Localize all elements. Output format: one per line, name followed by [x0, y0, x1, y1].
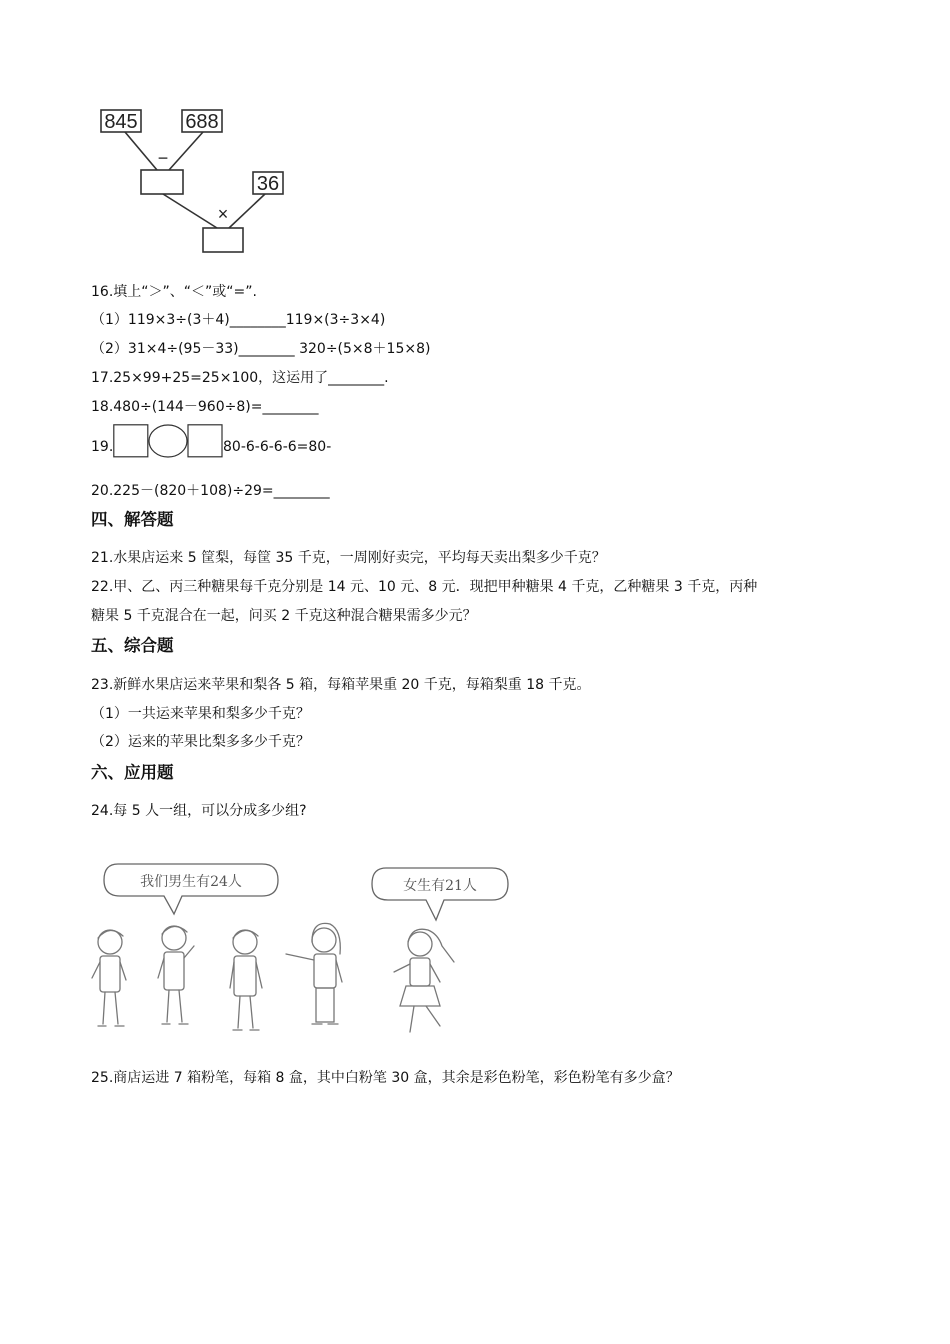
q16-part2: （2）31×4÷(95－33)________ 320÷(5×8＋15×8): [91, 341, 431, 357]
boy-1-figure: [92, 930, 126, 1026]
girl-2-figure: [394, 929, 454, 1032]
speech-bubble-boys: 我们男生有24人: [140, 874, 242, 890]
section-heading-6: 六、应用题: [91, 763, 174, 782]
q22-line2: 糖果 5 千克混合在一起，问买 2 千克这种混合糖果需多少元？: [91, 608, 477, 624]
q22-line1: 22.甲、乙、丙三种糖果每千克分别是 14 元、10 元、8 元．现把甲种糖果 4 千克，乙种糖果 3 千克，丙种: [91, 579, 758, 595]
q20-text: 20.225－(820＋108)÷29=________: [91, 483, 330, 499]
speech-bubble-girls: 女生有21人: [403, 878, 477, 894]
diagram-number-845: 845: [104, 111, 138, 133]
girl-1-figure: [286, 923, 342, 1024]
q24-text: 24.每 5 人一组，可以分成多少组?: [91, 803, 307, 819]
q23-stem: 23.新鲜水果店运来苹果和梨各 5 箱，每箱苹果重 20 千克，每箱梨重 18 千克。: [91, 677, 591, 693]
boy-2-figure: [158, 926, 194, 1024]
q23-part2: （2）运来的苹果比梨多多少千克？: [91, 734, 310, 750]
q19-shape-blanks: [113, 424, 223, 458]
diagram-number-36: 36: [256, 173, 280, 195]
q16-part1: （1）119×3÷(3＋4)________119×(3÷3×4): [91, 312, 386, 328]
q23-part1: （1）一共运来苹果和梨多少千克？: [91, 706, 310, 722]
q19-number: 19.: [91, 439, 114, 455]
q25-text: 25.商店运进 7 箱粉笔，每箱 8 盒，其中白粉笔 30 盒，其余是彩色粉笔，彩色粉笔有多少盒？: [91, 1070, 680, 1086]
diagram-number-688: 688: [185, 111, 219, 133]
section-heading-4: 四、解答题: [91, 510, 174, 529]
diagram-times-sign: ×: [217, 204, 229, 224]
children-illustration: [90, 850, 520, 1040]
q18-text: 18.480÷(144－960÷8)=________: [91, 399, 319, 415]
q16-title: 16.填上“＞”、“＜”或“=”.: [91, 284, 257, 300]
section-heading-5: 五、综合题: [91, 636, 174, 655]
boy-3-figure: [230, 930, 262, 1030]
diagram-minus-sign: −: [157, 148, 169, 168]
q19-equation: 80-6-6-6-6=80-: [223, 439, 332, 455]
q21-text: 21.水果店运来 5 筐梨，每筐 35 千克，一周刚好卖完，平均每天卖出梨多少千克？: [91, 550, 606, 566]
calculation-tree-diagram: [95, 100, 295, 260]
q17-text: 17.25×99+25=25×100，这运用了________.: [91, 370, 389, 386]
